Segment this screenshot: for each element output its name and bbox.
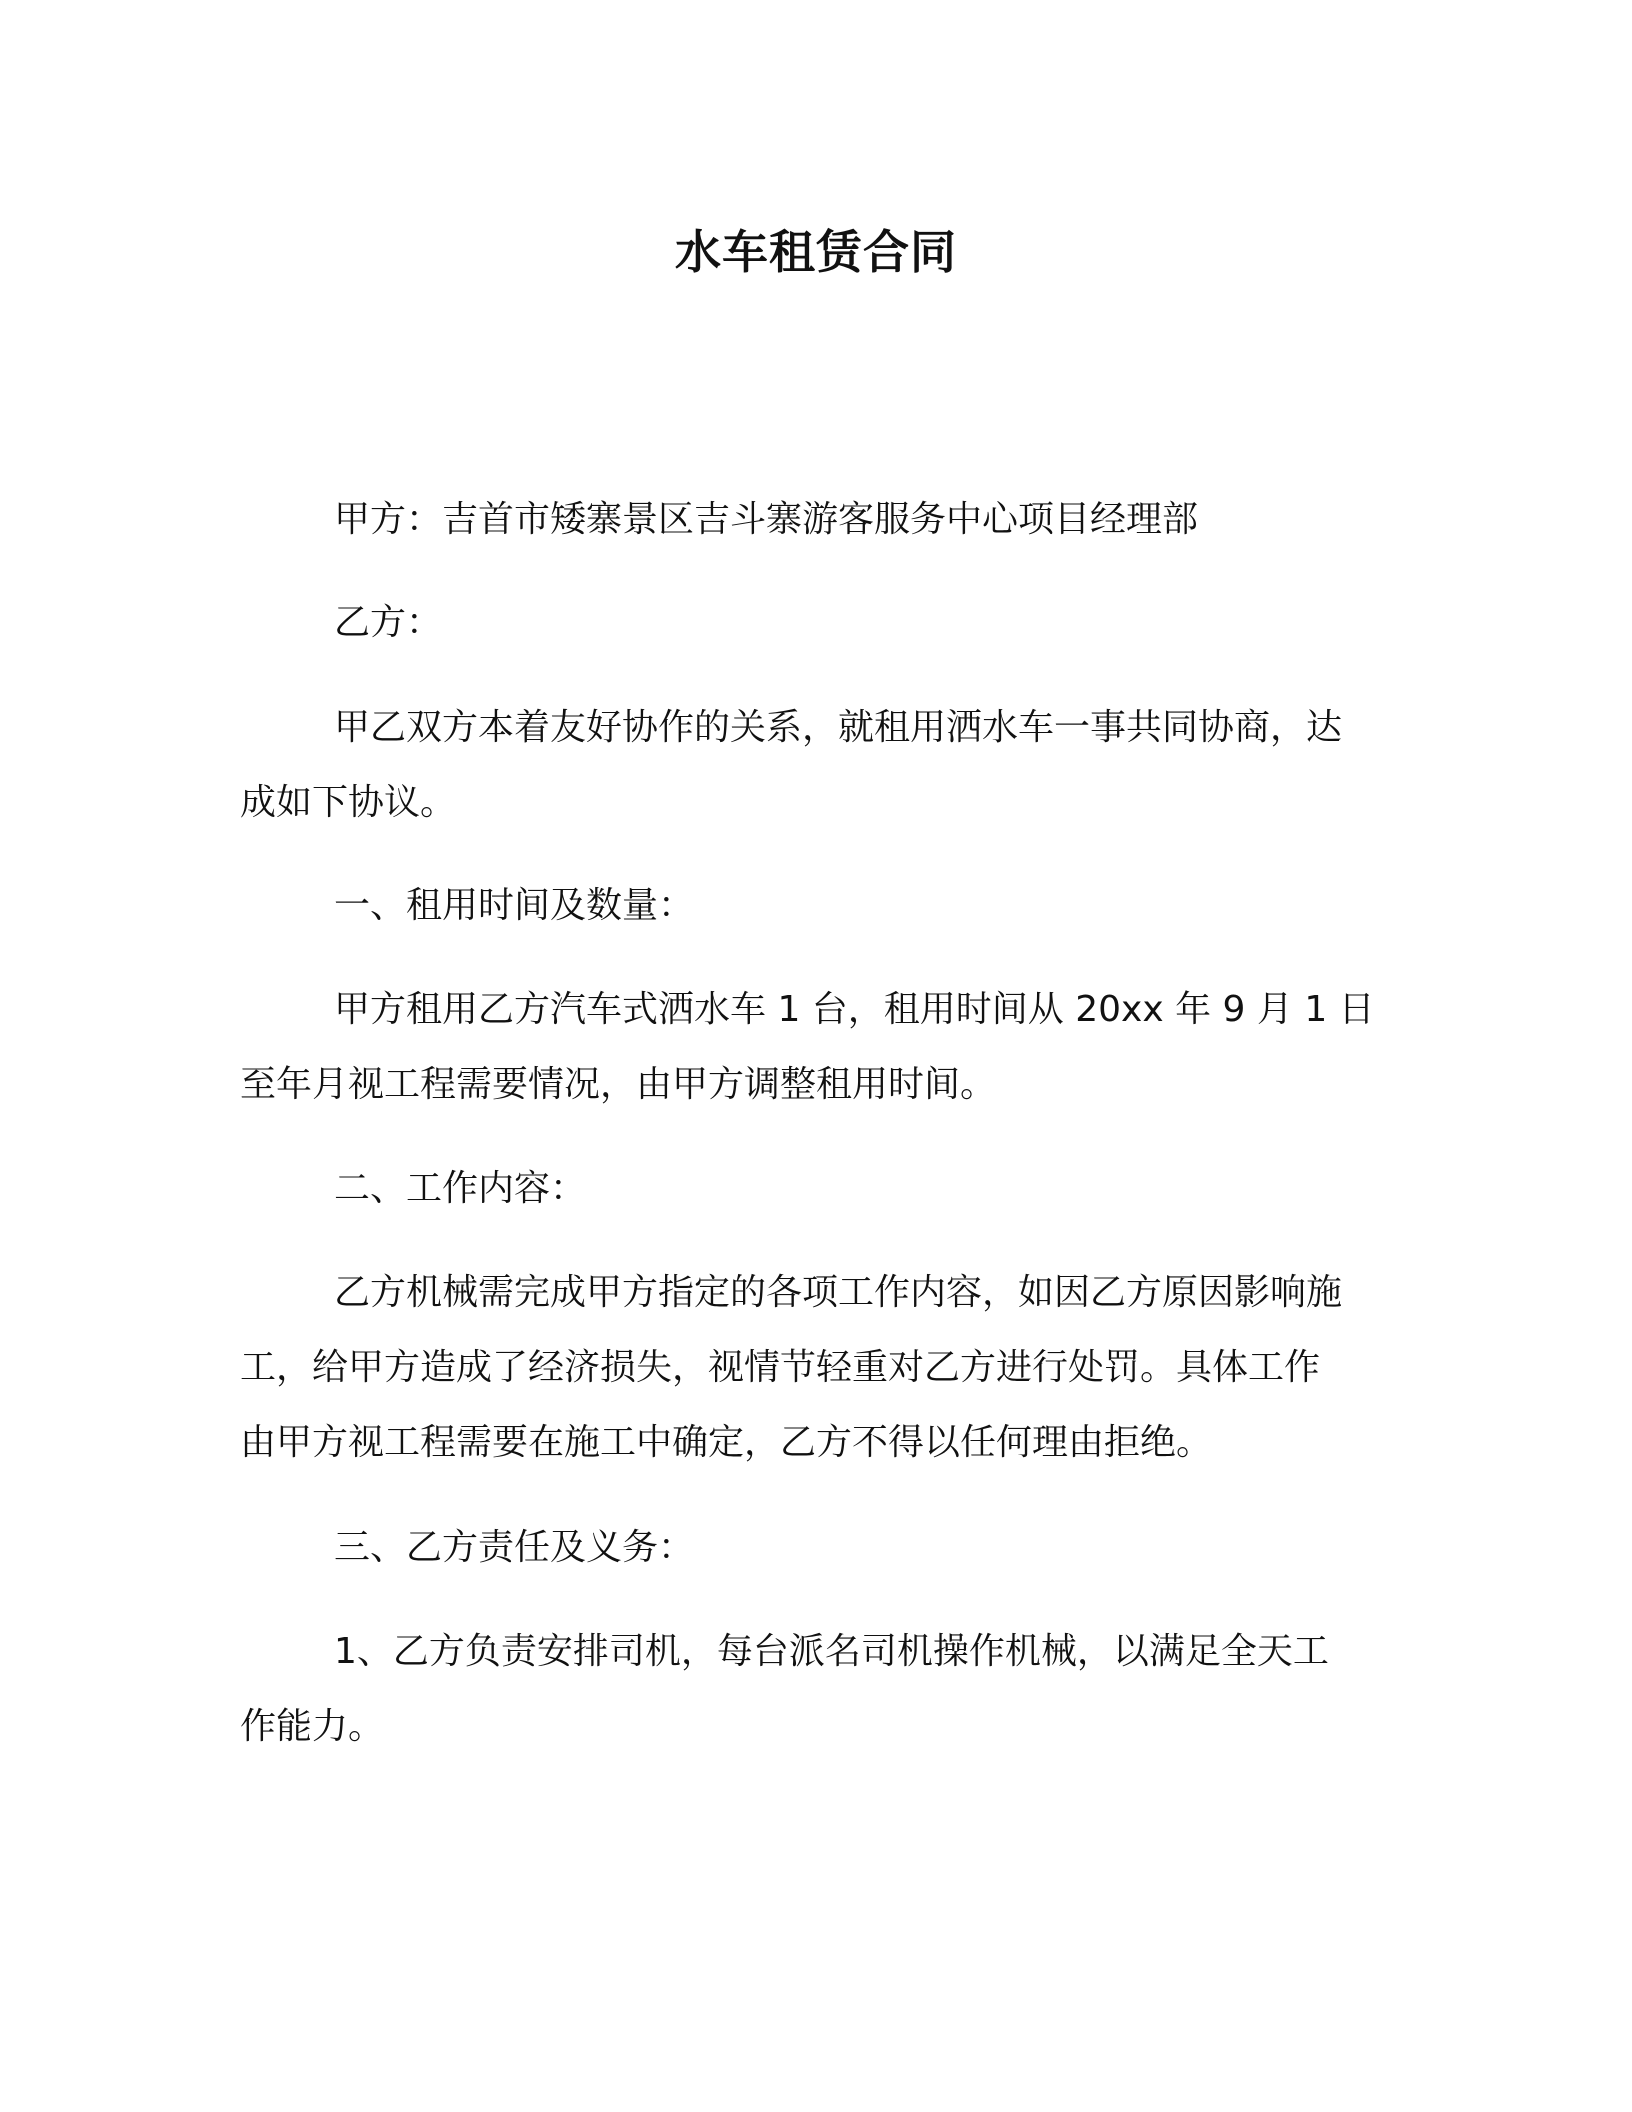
section1-heading: 一、租用时间及数量： <box>334 885 695 926</box>
intro-line-1: 甲乙双方本着友好协作的关系，就租用洒水车一事共同协商，达 <box>334 707 1343 748</box>
section3-item1-line-2: 作能力。 <box>240 1706 385 1747</box>
section3-item1-line-1: 1、乙方负责安排司机，每台派名司机操作机械，以满足全天工 <box>334 1631 1329 1672</box>
section2-line-1: 乙方机械需完成甲方指定的各项工作内容，如因乙方原因影响施 <box>334 1272 1343 1313</box>
document-title: 水车租赁合同 <box>675 225 957 279</box>
section3-heading: 三、乙方责任及义务： <box>334 1527 695 1568</box>
section1-line-2: 至年月视工程需要情况，由甲方调整租用时间。 <box>240 1064 997 1105</box>
section2-line-3: 由甲方视工程需要在施工中确定，乙方不得以任何理由拒绝。 <box>240 1422 1213 1463</box>
party-a-line: 甲方：吉首市矮寨景区吉斗寨游客服务中心项目经理部 <box>334 499 1199 540</box>
section2-heading: 二、工作内容： <box>334 1168 587 1209</box>
party-b-line: 乙方： <box>334 602 443 643</box>
intro-line-2: 成如下协议。 <box>240 782 457 823</box>
section2-line-2: 工，给甲方造成了经济损失，视情节轻重对乙方进行处罚。具体工作 <box>240 1347 1321 1388</box>
section1-line-1: 甲方租用乙方汽车式洒水车 1 台，租用时间从 20xx 年 9 月 1 日 <box>334 989 1375 1030</box>
